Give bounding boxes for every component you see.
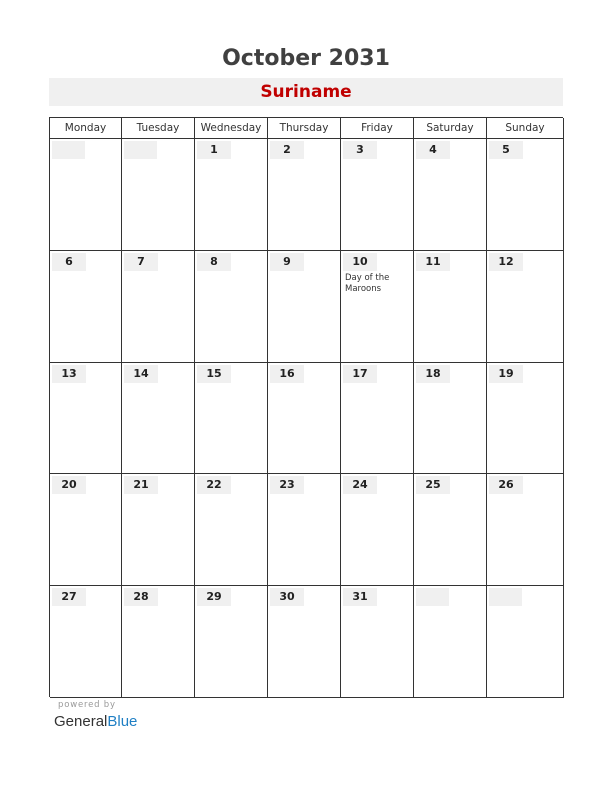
day-cell-1[interactable]: [195, 139, 268, 251]
day-cell-2[interactable]: [268, 139, 341, 251]
weekday-header-monday: Monday: [50, 118, 122, 139]
day-cell-6[interactable]: [50, 251, 122, 363]
day-number: 17: [343, 365, 377, 383]
empty-day-cell[interactable]: [50, 139, 122, 251]
calendar-title: October 2031: [222, 46, 390, 71]
weekday-header-tuesday: Tuesday: [122, 118, 195, 139]
weekday-header-sunday: Sunday: [487, 118, 564, 139]
empty-day-cell[interactable]: [414, 586, 487, 698]
day-cell-29[interactable]: [195, 586, 268, 698]
generalblue-logo[interactable]: [54, 713, 137, 730]
day-number: 6: [52, 253, 86, 271]
day-number: 15: [197, 365, 231, 383]
day-cell-20[interactable]: [50, 474, 122, 586]
day-number: 16: [270, 365, 304, 383]
day-number: 18: [416, 365, 450, 383]
day-number: 30: [270, 588, 304, 606]
day-cell-27[interactable]: [50, 586, 122, 698]
day-number: 13: [52, 365, 86, 383]
day-cell-14[interactable]: [122, 363, 195, 475]
day-cell-30[interactable]: [268, 586, 341, 698]
day-cell-28[interactable]: [122, 586, 195, 698]
day-cell-10[interactable]: [341, 251, 414, 363]
day-number: 28: [124, 588, 158, 606]
country-name: Suriname: [49, 78, 563, 106]
empty-day-cell[interactable]: [487, 586, 564, 698]
day-cell-12[interactable]: [487, 251, 564, 363]
day-number: 26: [489, 476, 523, 494]
day-cell-3[interactable]: [341, 139, 414, 251]
powered-by-text: powered by: [58, 700, 116, 710]
weekday-header-saturday: Saturday: [414, 118, 487, 139]
day-number: 2: [270, 141, 304, 159]
day-number: 20: [52, 476, 86, 494]
weekday-header-wednesday: Wednesday: [195, 118, 268, 139]
weekday-header-thursday: Thursday: [268, 118, 341, 139]
day-number: 24: [343, 476, 377, 494]
day-number: 9: [270, 253, 304, 271]
day-number: 23: [270, 476, 304, 494]
day-number: 4: [416, 141, 450, 159]
brand-blue: Blue: [107, 713, 138, 730]
day-number: 22: [197, 476, 231, 494]
day-cell-22[interactable]: [195, 474, 268, 586]
day-number: [489, 588, 522, 606]
day-number: 25: [416, 476, 450, 494]
day-cell-18[interactable]: [414, 363, 487, 475]
day-cell-23[interactable]: [268, 474, 341, 586]
day-cell-7[interactable]: [122, 251, 195, 363]
day-number: 14: [124, 365, 158, 383]
day-cell-24[interactable]: [341, 474, 414, 586]
day-cell-15[interactable]: [195, 363, 268, 475]
day-number: 5: [489, 141, 523, 159]
day-cell-19[interactable]: [487, 363, 564, 475]
day-cell-4[interactable]: [414, 139, 487, 251]
day-cell-25[interactable]: [414, 474, 487, 586]
day-number: 27: [52, 588, 86, 606]
day-cell-8[interactable]: [195, 251, 268, 363]
calendar-grid: [49, 117, 563, 697]
day-number: 19: [489, 365, 523, 383]
day-cell-5[interactable]: [487, 139, 564, 251]
day-number: 31: [343, 588, 377, 606]
day-number: 21: [124, 476, 158, 494]
weekday-header-friday: Friday: [341, 118, 414, 139]
day-number: 1: [197, 141, 231, 159]
day-number: 3: [343, 141, 377, 159]
day-cell-21[interactable]: [122, 474, 195, 586]
day-number: 29: [197, 588, 231, 606]
day-cell-17[interactable]: [341, 363, 414, 475]
day-number: 11: [416, 253, 450, 271]
day-cell-13[interactable]: [50, 363, 122, 475]
day-cell-26[interactable]: [487, 474, 564, 586]
day-number: 7: [124, 253, 158, 271]
empty-day-cell[interactable]: [122, 139, 195, 251]
day-number: 12: [489, 253, 523, 271]
day-cell-11[interactable]: [414, 251, 487, 363]
brand-general: General: [54, 713, 108, 730]
day-number: [52, 141, 85, 159]
day-cell-16[interactable]: [268, 363, 341, 475]
day-number: [124, 141, 157, 159]
day-number: [416, 588, 449, 606]
day-cell-31[interactable]: [341, 586, 414, 698]
day-number: 10: [343, 253, 377, 271]
day-cell-9[interactable]: [268, 251, 341, 363]
day-number: 8: [197, 253, 231, 271]
holiday-label: Day of the Maroons: [345, 272, 390, 294]
